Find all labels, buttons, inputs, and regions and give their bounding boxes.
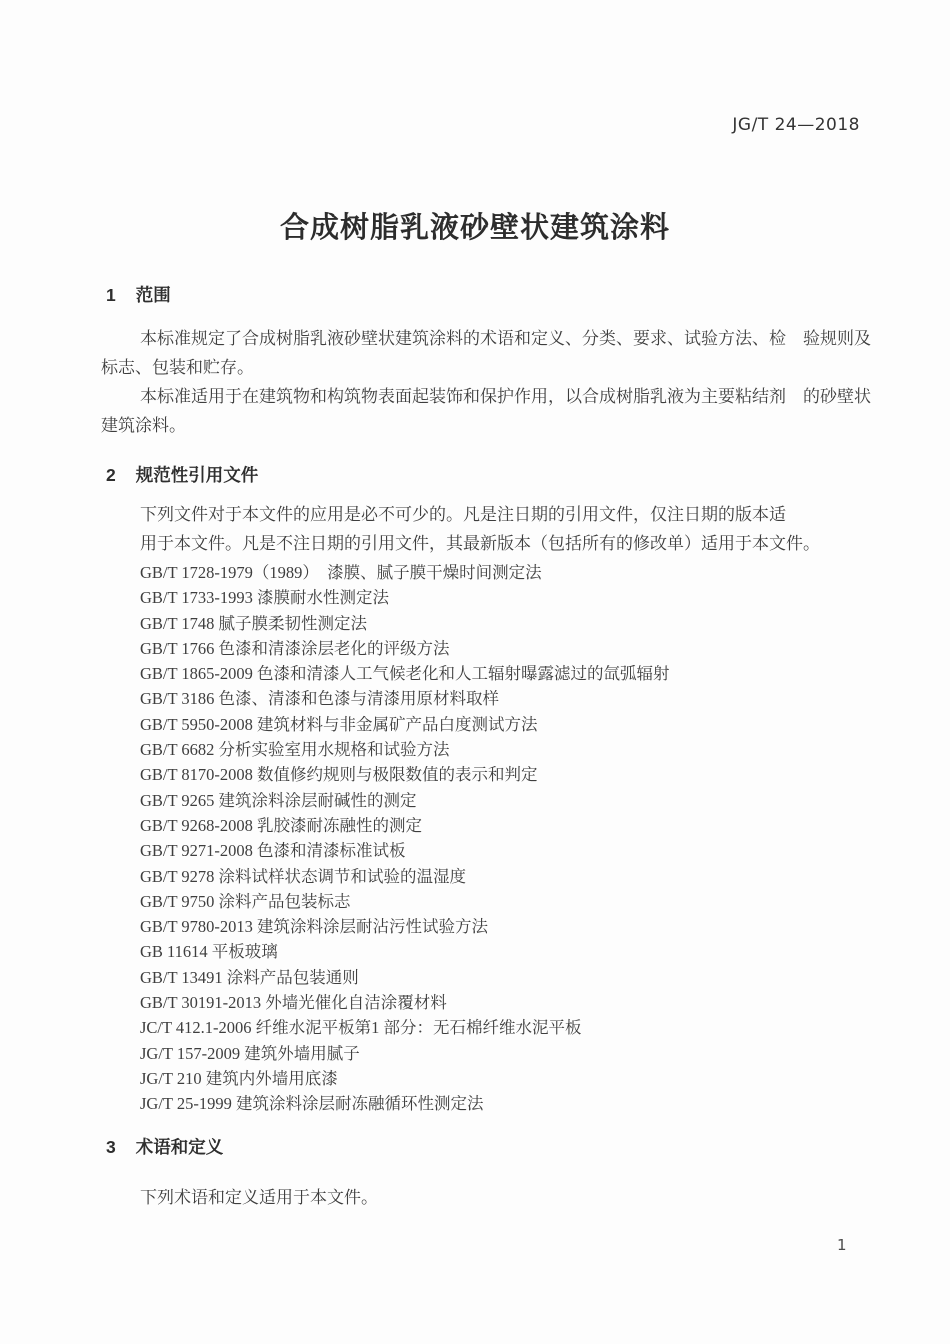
text-line: 建筑涂料。 bbox=[101, 416, 186, 435]
standard-item: GB/T 1766 色漆和清漆涂层老化的评级方法 bbox=[140, 638, 450, 658]
section-title: 术语和定义 bbox=[135, 1137, 224, 1157]
section-title: 范围 bbox=[135, 285, 171, 305]
standard-item: GB/T 9268-2008 乳胶漆耐冻融性的测定 bbox=[140, 815, 423, 835]
standard-item: GB/T 9278 涂料试样状态调节和试验的温湿度 bbox=[140, 866, 467, 886]
standard-item: GB/T 1865-2009 色漆和清漆人工气候老化和人工辐射曝露滤过的氙弧辐射 bbox=[140, 664, 670, 684]
standard-item: GB/T 9750 涂料产品包装标志 bbox=[140, 891, 351, 911]
doc-code: JG/T 24—2018 bbox=[732, 115, 860, 135]
references-intro bbox=[140, 500, 890, 558]
standard-item: GB/T 8170-2008 数值修约规则与极限数值的表示和判定 bbox=[140, 765, 538, 785]
standard-item: GB/T 1733-1993 漆膜耐水性测定法 bbox=[140, 588, 390, 608]
terms-intro bbox=[140, 1183, 890, 1212]
section-number: 1 bbox=[106, 285, 116, 305]
standard-item: GB/T 6682 分析实验室用水规格和试验方法 bbox=[140, 740, 450, 760]
standard-item: GB/T 9271-2008 色漆和清漆标准试板 bbox=[140, 841, 406, 861]
standard-item: GB/T 5950-2008 建筑材料与非金属矿产品白度测试方法 bbox=[140, 714, 538, 734]
standard-item: GB/T 9265 建筑涂料涂层耐碱性的测定 bbox=[140, 790, 417, 810]
section-heading-scope bbox=[106, 282, 171, 307]
standard-item: GB/T 1728-1979（1989） 漆膜、腻子膜干燥时间测定法 bbox=[140, 563, 542, 582]
text-line: 下列术语和定义适用于本文件。 bbox=[140, 1188, 378, 1207]
standard-item: GB/T 3186 色漆、清漆和色漆与清漆用原材料取样 bbox=[140, 689, 500, 709]
standard-item: JG/T 157-2009 建筑外墙用腻子 bbox=[140, 1043, 360, 1063]
text-line: 下列文件对于本文件的应用是必不可少的。凡是注日期的引用文件，仅注日期的版本适 bbox=[140, 505, 786, 524]
section-number: 3 bbox=[106, 1137, 116, 1157]
standard-item: GB/T 13491 涂料产品包装通则 bbox=[140, 967, 359, 987]
scope-body bbox=[101, 324, 891, 440]
text-line: 本标准适用于在建筑物和构筑物表面起装饰和保护作用，以合成树脂乳液为主要粘结剂 的砂壁状 bbox=[140, 387, 871, 406]
standard-item: JG/T 210 建筑内外墙用底漆 bbox=[140, 1068, 338, 1088]
standards-list bbox=[140, 560, 900, 1117]
scope-paragraph-1 bbox=[101, 324, 891, 382]
standard-item: JC/T 412.1-2006 纤维水泥平板第1 部分：无石棉纤维水泥平板 bbox=[140, 1018, 582, 1038]
standard-item: GB/T 30191-2013 外墙光催化自洁涂覆材料 bbox=[140, 993, 447, 1013]
page-number: 1 bbox=[837, 1236, 847, 1254]
standard-item: GB/T 9780-2013 建筑涂料涂层耐沾污性试验方法 bbox=[140, 917, 489, 937]
text-line: 用于本文件。凡是不注日期的引用文件，其最新版本（包括所有的修改单）适用于本文件。 bbox=[140, 534, 820, 553]
document-title: 合成树脂乳液砂壁状建筑涂料 bbox=[279, 212, 670, 244]
section-title: 规范性引用文件 bbox=[135, 465, 259, 485]
section-heading-references bbox=[106, 462, 258, 487]
section-heading-terms bbox=[106, 1134, 223, 1159]
standard-item: GB/T 1748 腻子膜柔韧性测定法 bbox=[140, 613, 368, 633]
section-number: 2 bbox=[106, 465, 116, 485]
text-line: 标志、包装和贮存。 bbox=[101, 358, 254, 377]
scope-paragraph-2 bbox=[101, 382, 891, 440]
standard-item: JG/T 25-1999 建筑涂料涂层耐冻融循环性测定法 bbox=[140, 1094, 484, 1114]
standard-item: GB 11614 平板玻璃 bbox=[140, 942, 278, 962]
text-line: 本标准规定了合成树脂乳液砂壁状建筑涂料的术语和定义、分类、要求、试验方法、检 验规则及 bbox=[140, 329, 871, 348]
